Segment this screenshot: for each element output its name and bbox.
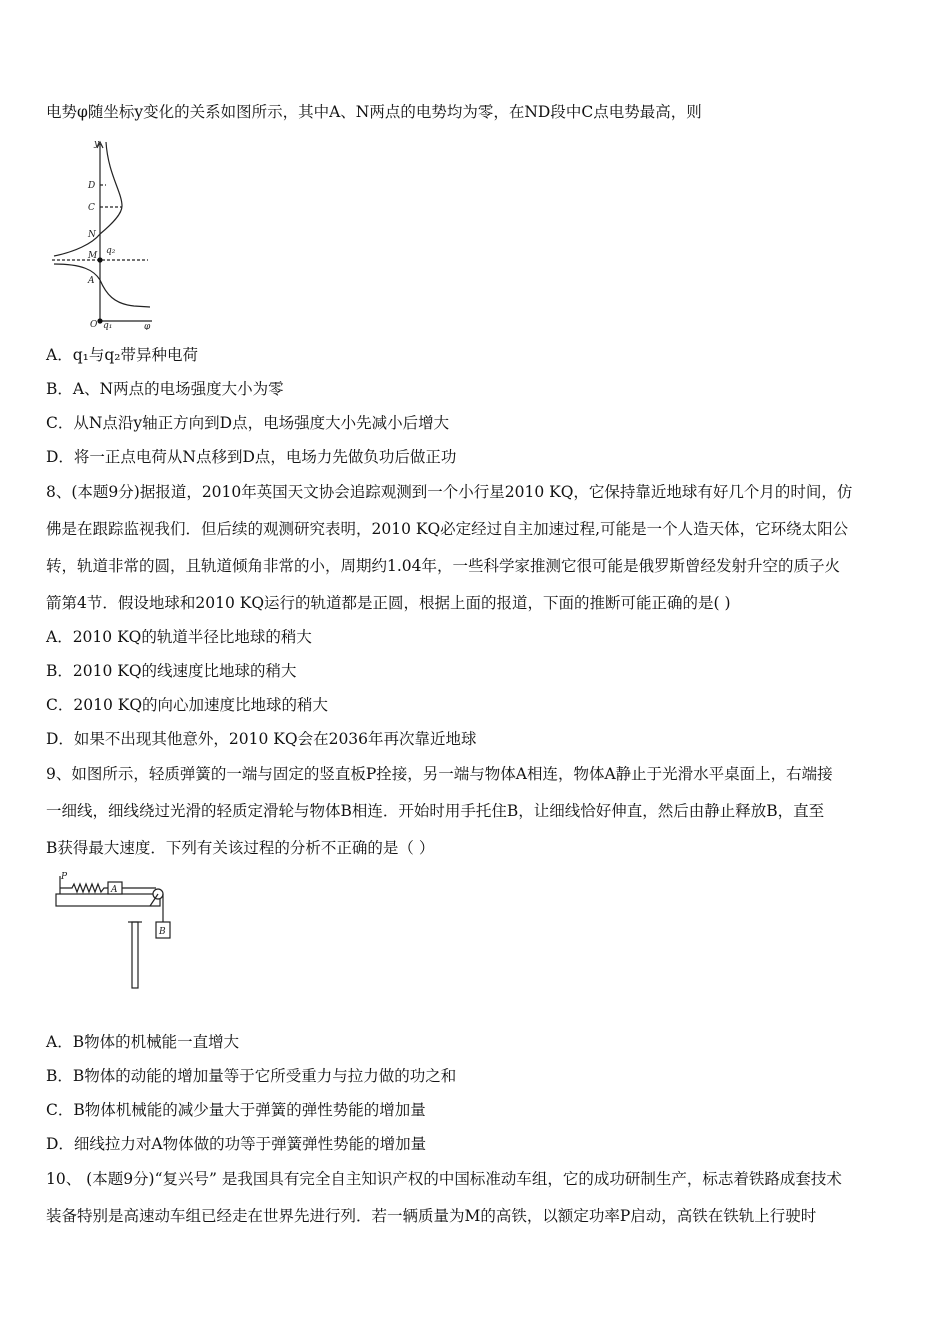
label-m: M [88, 251, 98, 261]
q7-option-a: A．q₁与q₂带异种电荷 [46, 346, 198, 364]
q7-intro: 电势φ随坐标y变化的关系如图所示，其中A、N两点的电势均为零，在ND段中C点电势最高，则 [46, 103, 702, 121]
q8-line-2: 佛是在跟踪监视我们．但后续的观测研究表明，2010 KQ必定经过自主加速过程,可能是一个人造天体，它环绕太阳公 [46, 520, 849, 538]
label-n: N [88, 230, 96, 240]
q9-option-b: B．B物体的动能的增加量等于它所受重力与拉力做的功之和 [46, 1067, 457, 1085]
label-c: C [88, 203, 95, 213]
q10-line-1: 10、 (本题9分)“复兴号” 是我国具有完全自主知识产权的中国标准动车组，它的成功研制生产，标志着铁路成套技术 [46, 1170, 842, 1188]
q8-line-3: 转，轨道非常的圆，且轨道倾角非常的小，周期约1.04年，一些科学家推测它很可能是俄罗斯曾经发射升空的质子火 [46, 557, 841, 575]
q9-line-1: 9、如图所示，轻质弹簧的一端与固定的竖直板P拴接，另一端与物体A相连，物体A静止于光滑水平桌面上，右端接 [46, 765, 833, 783]
q7-potential-graph [44, 134, 160, 330]
label-q2: q₂ [106, 246, 116, 256]
label-phi: φ [144, 322, 151, 330]
q7-option-d: D．将一正点电荷从N点移到D点，电场力先做负功后做正功 [46, 448, 457, 466]
table [56, 894, 160, 906]
q9-spring-pulley-figure [50, 870, 180, 992]
label-b: B [159, 927, 166, 937]
q1-charge-dot [97, 318, 102, 323]
label-o: O [90, 320, 98, 330]
q8-line-1: 8、(本题9分)据报道，2010年英国天文协会追踪观测到一个小行星2010 KQ，它保持靠近地球有好几个月的时间，仿 [46, 483, 853, 501]
label-q1: q₁ [103, 321, 113, 330]
q7-option-b: B．A、N两点的电场强度大小为零 [46, 380, 284, 398]
q8-option-b: B．2010 KQ的线速度比地球的稍大 [46, 662, 297, 680]
label-p: P [61, 872, 68, 882]
label-a: A [88, 276, 95, 286]
table-leg [132, 922, 138, 988]
q8-option-a: A．2010 KQ的轨道半径比地球的稍大 [46, 628, 312, 646]
q7-option-c: C．从N点沿y轴正方向到D点，电场强度大小先减小后增大 [46, 414, 450, 432]
label-a: A [111, 885, 118, 895]
lower-curve [54, 264, 150, 307]
q9-option-c: C．B物体机械能的减少量大于弹簧的弹性势能的增加量 [46, 1101, 426, 1119]
q8-line-4: 箭第4节．假设地球和2010 KQ运行的轨道都是正圆，根据上面的报道，下面的推断可能正确的是( ) [46, 594, 731, 612]
q2-charge-dot [97, 257, 102, 262]
q9-line-3: B获得最大速度．下列有关该过程的分析不正确的是（ ） [46, 839, 435, 857]
spring [60, 884, 108, 892]
q9-option-a: A．B物体的机械能一直增大 [46, 1033, 240, 1051]
label-y: y [94, 139, 100, 149]
q8-option-d: D．如果不出现其他意外，2010 KQ会在2036年再次靠近地球 [46, 730, 477, 748]
q10-line-2: 装备特别是高速动车组已经走在世界先进行列．若一辆质量为M的高铁，以额定功率P启动，高铁在铁轨上行驶时 [46, 1207, 817, 1225]
q9-line-2: 一细线，细线绕过光滑的轻质定滑轮与物体B相连．开始时用手托住B，让细线恰好伸直，然后由静止释放B，直至 [46, 802, 825, 820]
q8-option-c: C．2010 KQ的向心加速度比地球的稍大 [46, 696, 329, 714]
q9-option-d: D．细线拉力对A物体做的功等于弹簧弹性势能的增加量 [46, 1135, 427, 1153]
label-d: D [88, 181, 96, 191]
